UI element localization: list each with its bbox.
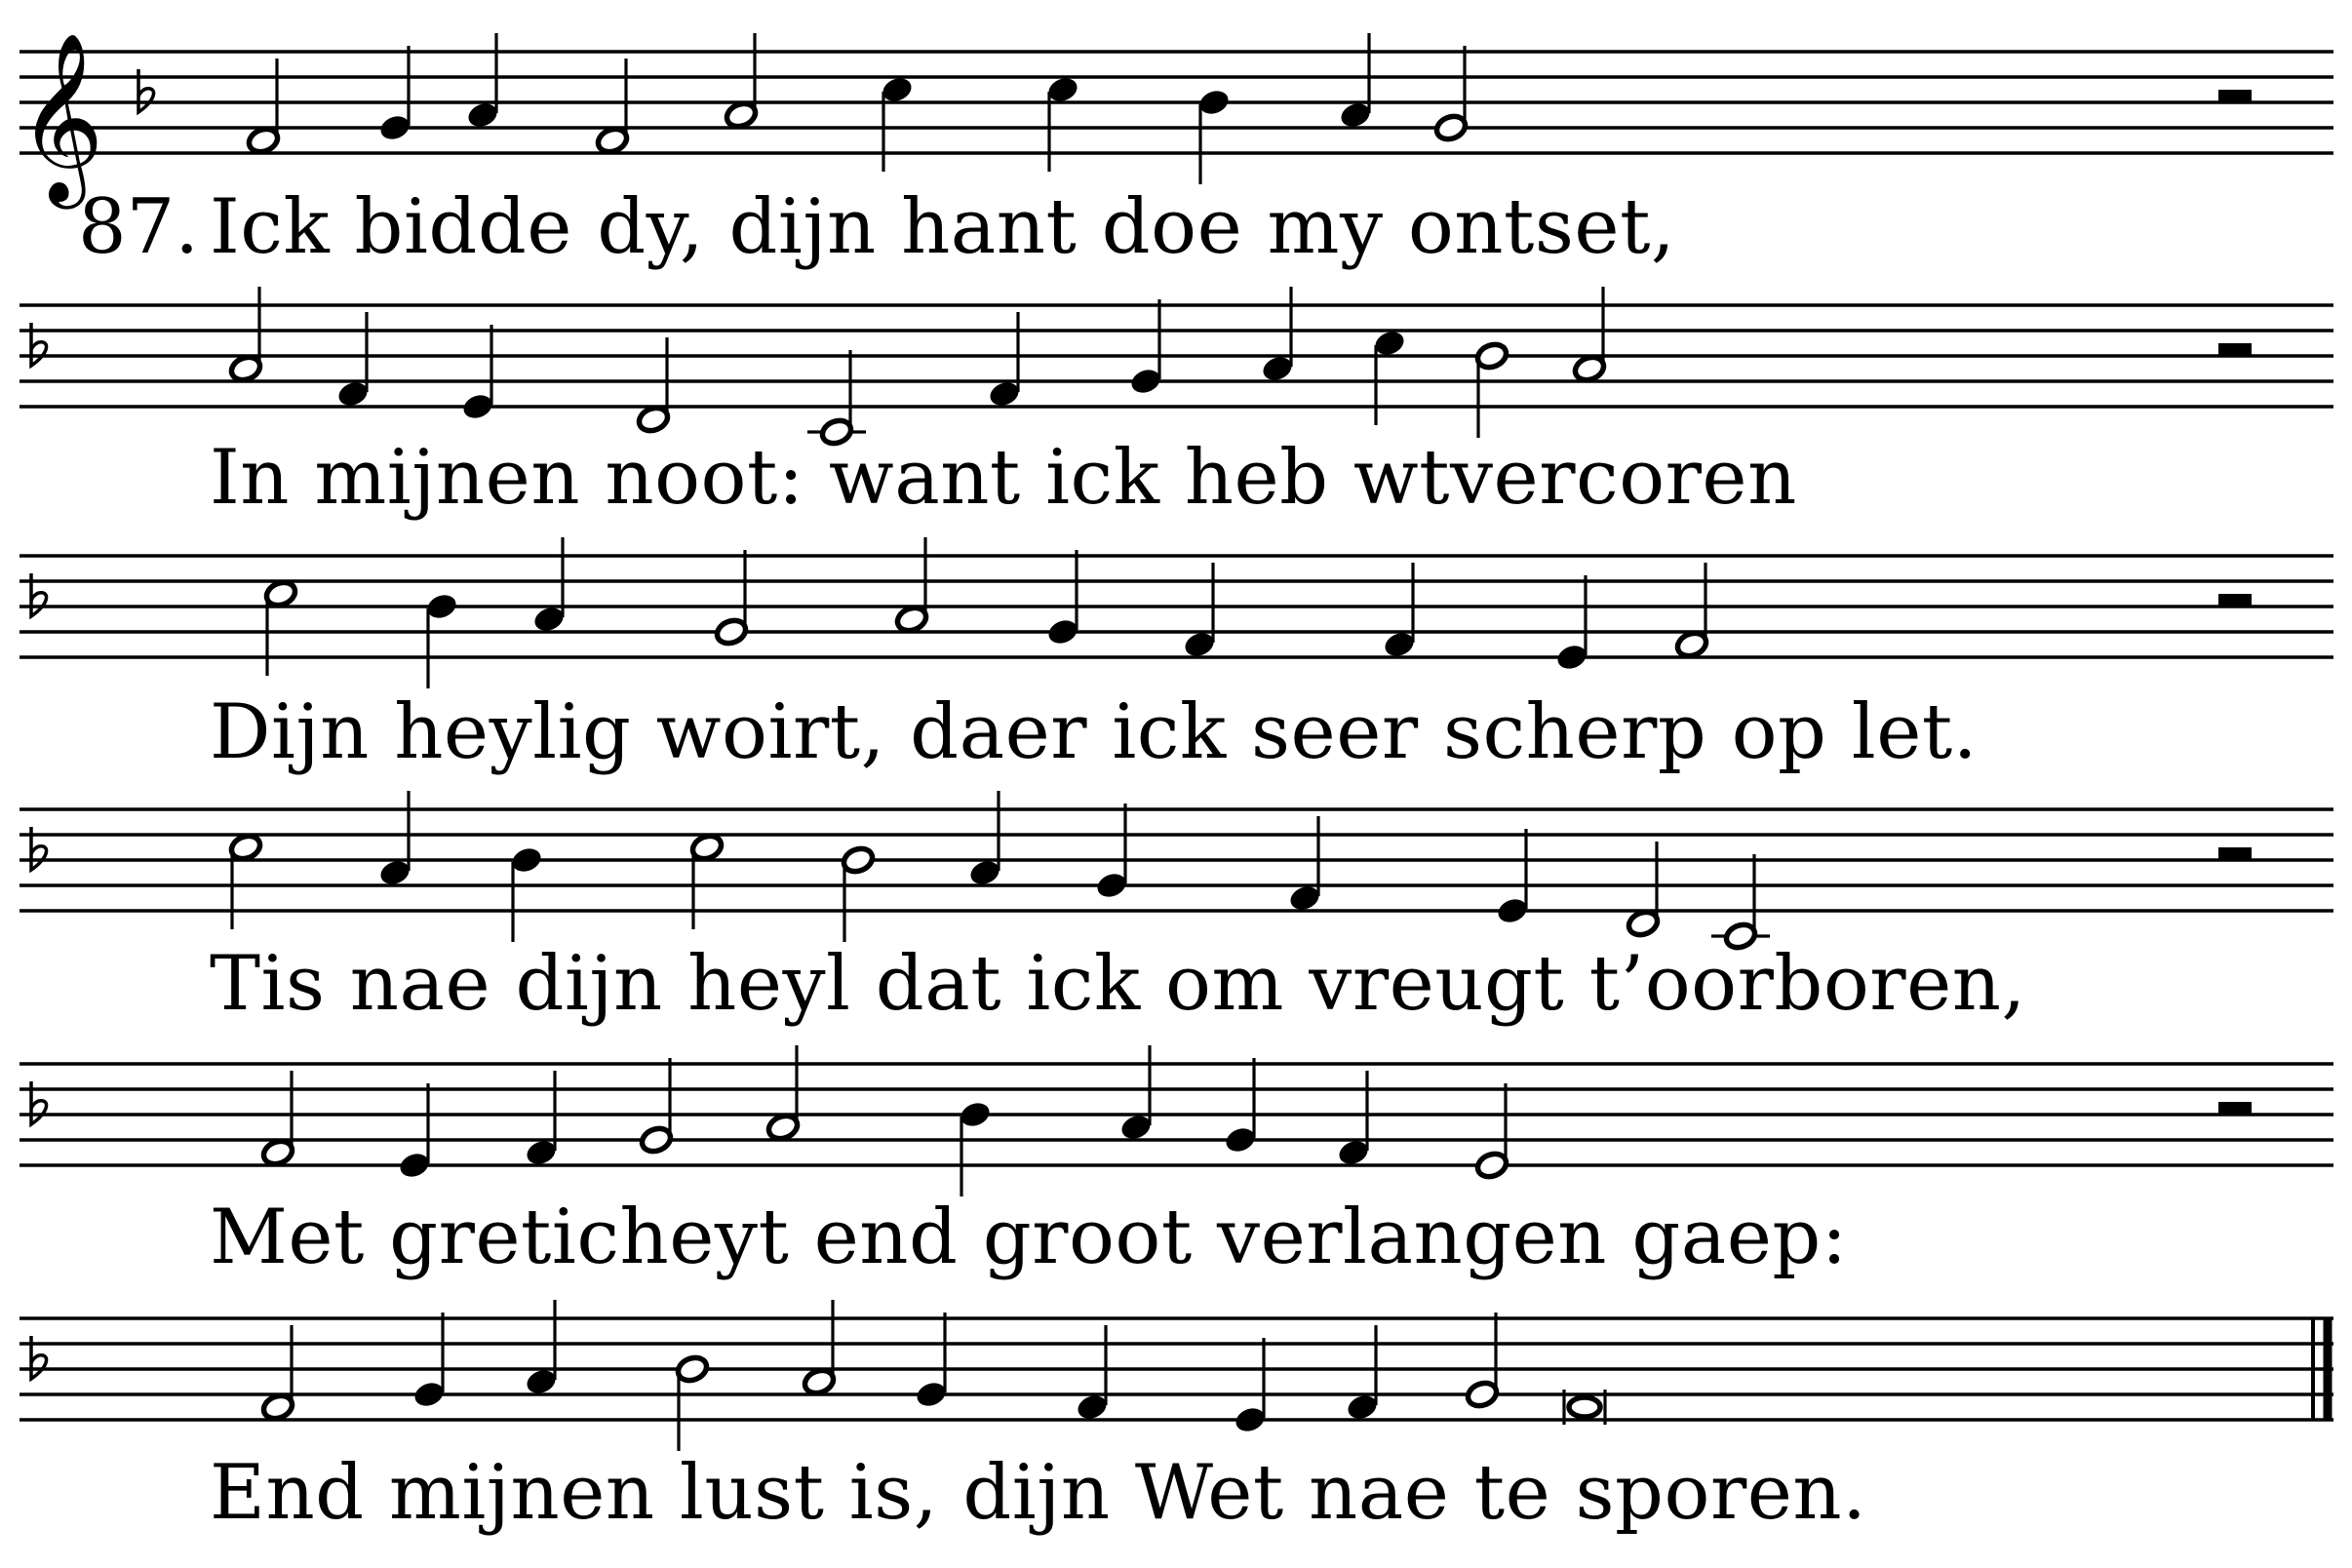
staff-5 — [20, 1045, 2333, 1196]
note-half — [595, 125, 630, 156]
note-half — [639, 1124, 674, 1156]
note-half — [765, 1112, 801, 1143]
note-half — [714, 616, 749, 647]
note-half — [1465, 1379, 1500, 1410]
note-breve — [1569, 1397, 1600, 1417]
half-rest-icon — [2218, 90, 2252, 102]
note-half — [246, 125, 281, 156]
note-half — [1674, 629, 1709, 660]
half-rest-icon — [2218, 343, 2252, 356]
note-half — [841, 844, 876, 876]
note-half — [1474, 1150, 1509, 1181]
note-half — [894, 604, 929, 635]
lyric-line-6: End mijnen lust is, dijn Wet nae te sporen. — [210, 1449, 1867, 1537]
note-half — [1474, 340, 1509, 372]
half-rest-icon — [2218, 847, 2252, 860]
note-half — [263, 578, 298, 609]
note-half — [260, 1392, 295, 1423]
lyric-line-4: Tis nae dijn heyl dat ick om vreugt t’oorboren, — [210, 940, 2026, 1028]
lyric-line-3: Dijn heylig woirt, daer ick seer scherp op let. — [210, 688, 1979, 776]
hymn-number: 87. — [78, 183, 200, 271]
note-half — [802, 1366, 837, 1397]
staff-3 — [20, 537, 2333, 688]
note-half — [228, 353, 263, 384]
lyric-line-2: In mijnen noot: want ick heb wtvercoren — [210, 434, 1797, 522]
lyric-line-5: Met greticheyt end groot verlangen gaep: — [210, 1194, 1848, 1281]
lyric-line-1: Ick bidde dy, dijn hant doe my ontset, — [210, 183, 1676, 271]
note-half — [260, 1137, 295, 1168]
half-rest-icon — [2218, 1102, 2252, 1115]
note-half — [675, 1353, 710, 1385]
note-half — [1626, 908, 1661, 939]
note-half — [1433, 112, 1469, 143]
note-half — [689, 832, 725, 863]
staff-6 — [20, 1300, 2333, 1451]
treble-clef-icon: 𝄞 — [18, 32, 104, 202]
note-half — [1572, 353, 1607, 384]
note-half — [724, 99, 759, 131]
note-half — [228, 832, 263, 863]
staff-2 — [20, 287, 2333, 448]
note-half — [636, 404, 671, 435]
half-rest-icon — [2218, 594, 2252, 607]
staff-4 — [20, 791, 2333, 952]
